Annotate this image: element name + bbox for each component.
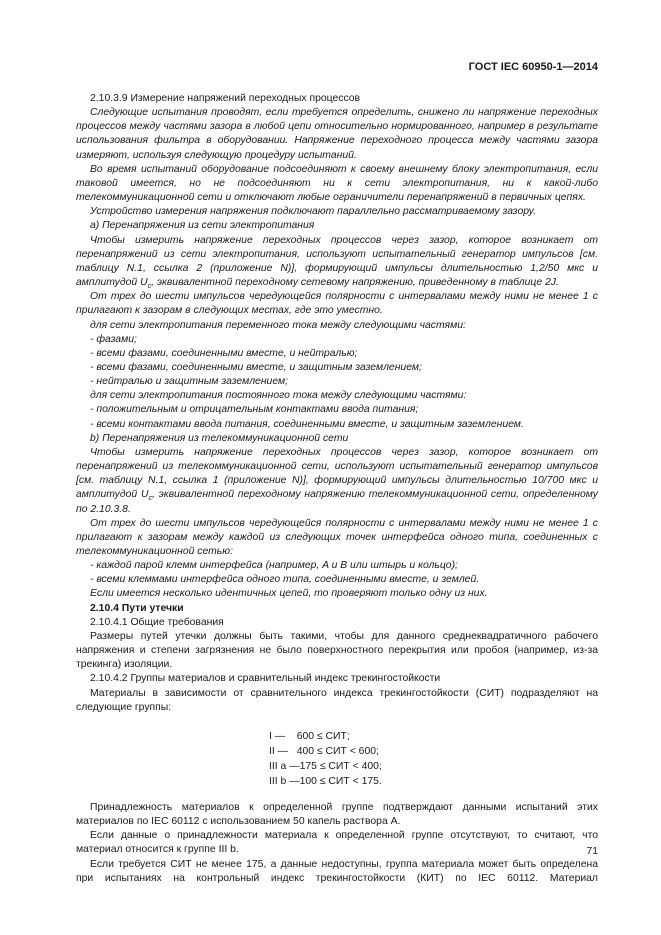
paragraph: Принадлежность материалов к определенной группе подтверждают данными испытаний этих материалов по IEC 60112 с использованием 50 капель раствора А. xyxy=(76,801,598,828)
paragraph xyxy=(76,234,598,291)
list-item: - всеми фазами, соединенными вместе, и защитным заземлением; xyxy=(90,361,422,373)
paragraph: Следующие испытания проводят, если требуется определить, снижено ли напряжение переходных процессов между частями зазора в любой цепи относительно нормированного, например в результате использования фильтра в оборудовании. Напряжение переходного процесса между частями зазора измеряют, используя следующую процедуру испытаний. xyxy=(76,107,598,161)
subheading: а) Перенапряжения из сети электропитания xyxy=(90,220,315,232)
paragraph: для сети электропитания постоянного тока между следующими частями: xyxy=(90,390,467,402)
document-body xyxy=(76,92,598,886)
section-heading: 2.10.4 Пути утечки xyxy=(90,602,184,614)
text: Чтобы измерить напряжение переходных процессов через зазор, которое возникает от перенапряжений из телекоммуникационной сети, используют испытательный генератор импульсов [см. таблицу N.1, ссылка 1 (приложение N)], формирующий импульсы длительностью 10/700 мкс и амплитудой xyxy=(76,446,598,501)
paragraph: Если данные о принадлежности материала к определенной группе отсутствуют, то считают, что материал относится к группе III b. xyxy=(76,830,598,856)
paragraph: От трех до шести импульсов чередующейся полярности с интервалами между ними не менее 1 с прилагают к зазорам в следующих местах, где это уместно. xyxy=(76,291,598,317)
text: U xyxy=(140,277,148,289)
subheading: b) Перенапряжения из телекоммуникационной сети xyxy=(90,432,349,444)
page-number: 71 xyxy=(586,846,598,857)
text: U xyxy=(140,489,149,501)
group-line: III b —100 ≤ СИТ < 175. xyxy=(269,775,382,787)
paragraph: Во время испытаний оборудование подсоединяют к своему внешнему блоку электропитания, если таковой имеется, но не подсоединяют ни к сети электропитания, ни к какой-либо телекоммуникационной сети и отключают любые ограничители перенапряжений в первичных цепях. xyxy=(76,163,598,204)
clause-heading: 2.10.4.1 Общие требования xyxy=(90,616,224,628)
group-line: II — 400 ≤ СИТ < 600; xyxy=(269,745,379,757)
material-groups-list xyxy=(269,729,598,789)
list-item: - всеми фазами, соединенными вместе, и нейтралью; xyxy=(90,347,358,359)
list-item: - нейтралью и защитным заземлением; xyxy=(90,376,289,388)
paragraph: Размеры путей утечки должны быть такими, чтобы для данного среднеквадратичного рабочего напряжения и степени загрязнения не было поверхностного перекрытия или пробоя (например, из-за трекинга) изоляции. xyxy=(76,630,598,671)
group-line: III a —175 ≤ СИТ < 400; xyxy=(269,760,382,772)
subscript: c xyxy=(148,495,152,503)
list-item: - всеми клеммами интерфейса одного типа, соединенными вместе, и землей. xyxy=(90,574,480,586)
text: , эквивалентной переходному сетевому напряжению, приведенному в таблице 2J. xyxy=(151,277,559,289)
subscript: c xyxy=(147,283,152,291)
list-item: - фазами; xyxy=(90,333,137,345)
document-header: ГОСТ IEC 60950-1—2014 xyxy=(468,61,598,73)
paragraph: Устройство измерения напряжения подключают параллельно рассматриваемому зазору. xyxy=(90,206,537,218)
clause-heading: 2.10.4.2 Группы материалов и сравнительный индекс трекингостойкости xyxy=(90,673,441,685)
group-line: I — 600 ≤ СИТ; xyxy=(269,730,350,742)
paragraph: Материалы в зависимости от сравнительного индекса трекингостойкости (СИТ) подразделяют на следующие группы: xyxy=(76,687,598,713)
paragraph: Если имеется несколько идентичных цепей, то проверяют только одну из них. xyxy=(90,588,488,600)
paragraph: Если требуется СИТ не менее 175, а данные недоступны, группа материала может быть определена при испытаниях на контрольный индекс трекингостойкости (КИТ) по IEC 60112. Материал xyxy=(76,858,598,884)
paragraph: От трех до шести импульсов чередующейся полярности с интервалами между ними не менее 1 с прилагают к зазорам между каждой из следующих точек интерфейса одного типа, соединенных с телекоммуникационной сетью: xyxy=(76,517,598,557)
list-item: - каждой парой клемм интерфейса (например, A и B или штырь и кольцо); xyxy=(90,560,458,572)
text: Чтобы измерить напряжение переходных процессов через зазор, которое возникает от перенапряжений из сети электропитания, используют испытательный генератор импульсов [см. таблицу N.1, ссылка 2 (приложение N)], формирующий импульсы длительностью 1,2/50 мкс и амплитудой xyxy=(76,234,598,289)
list-item: - всеми контактами ввода питания, соединенными вместе, и защитным заземлением. xyxy=(90,418,524,430)
clause-heading: 2.10.3.9 Измерение напряжений переходных процессов xyxy=(90,93,361,104)
list-item: - положительным и отрицательным контактами ввода питания; xyxy=(90,404,419,416)
text: , эквивалентной переходному напряжению телекоммуникационной сети, определенному по 2.10.3.8. xyxy=(76,489,598,515)
paragraph: для сети электропитания переменного тока между следующими частями: xyxy=(90,319,466,331)
paragraph xyxy=(76,446,598,517)
